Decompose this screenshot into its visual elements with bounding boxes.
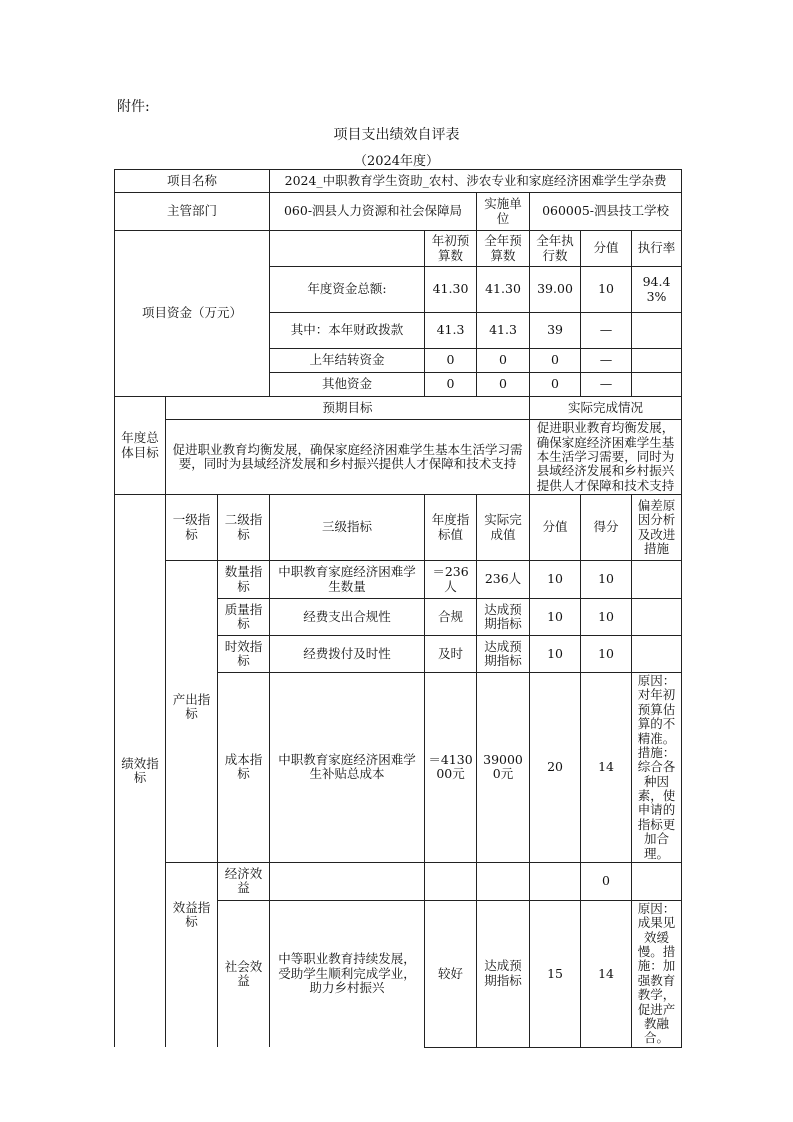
perf-header-cell: 三级指标 — [270, 495, 425, 561]
score-value-cell: 10 — [530, 561, 581, 599]
funds-row-name: 上年结转资金 — [270, 349, 425, 373]
page-title: 项目支出绩效自评表 — [333, 127, 460, 143]
perf-header-cell: 年度指标值 — [425, 495, 477, 561]
funds-label: 项目资金（万元） — [115, 231, 270, 397]
evaluation-table — [114, 169, 682, 1048]
funds-header-row — [115, 231, 682, 267]
perf-header-cell: 偏差原因分析及改进措施 — [632, 495, 682, 561]
score-value-cell: 10 — [530, 636, 581, 673]
reason-cell: 原因：对年初预算估算的不精准。措施：综合各种因素，使申请的指标更加合理。 — [632, 673, 682, 863]
score-value-cell: 10 — [530, 599, 581, 636]
indicator-row — [115, 561, 682, 599]
funds-cell — [632, 313, 682, 349]
funds-cell: 0 — [530, 349, 581, 373]
funds-header-cell: 分值 — [581, 231, 632, 267]
funds-header-blank — [270, 231, 425, 267]
level3-cell — [270, 862, 425, 900]
goal-header-row — [115, 397, 682, 420]
target-cell: ＝236人 — [425, 561, 477, 599]
performance-label: 绩效指标 — [115, 495, 166, 1048]
score-cell: 0 — [581, 862, 632, 900]
level3-cell: 中职教育家庭经济困难学生数量 — [270, 561, 425, 599]
score-cell: 10 — [581, 561, 632, 599]
score-value-cell — [530, 862, 581, 900]
actual-cell: 236人 — [477, 561, 530, 599]
actual-goal-text: 促进职业教育均衡发展，确保家庭经济困难学生基本生活学习需要，同时为县域经济发展和乡村振兴提供人才保障和技术支持 — [530, 420, 682, 495]
funds-cell: 39.00 — [530, 267, 581, 313]
impl-label: 实施单位 — [477, 193, 530, 231]
level2-cell: 社会效益 — [218, 900, 270, 1047]
funds-header-cell: 执行率 — [632, 231, 682, 267]
level2-cell: 质量指标 — [218, 599, 270, 636]
funds-cell: 41.3 — [425, 313, 477, 349]
level3-cell: 经费支出合规性 — [270, 599, 425, 636]
expected-goal-header: 预期目标 — [166, 397, 530, 420]
actual-cell — [477, 862, 530, 900]
level3-cell: 中等职业教育持续发展，受助学生顺利完成学业，助力乡村振兴 — [270, 900, 425, 1047]
funds-cell: 0 — [477, 349, 530, 373]
reason-cell: 原因：成果见效缓慢。措施：加强教育教学，促进产教融合。 — [632, 900, 682, 1047]
reason-cell — [632, 561, 682, 599]
funds-cell — [632, 373, 682, 397]
dept-value: 060-泗县人力资源和社会保障局 — [270, 193, 477, 231]
target-cell — [425, 862, 477, 900]
funds-cell: 41.30 — [477, 267, 530, 313]
level2-cell: 数量指标 — [218, 561, 270, 599]
funds-cell: 41.30 — [425, 267, 477, 313]
funds-cell: 41.3 — [477, 313, 530, 349]
project-name-value: 2024_中职教育学生资助_农村、涉农专业和家庭经济困难学生学杂费 — [270, 170, 682, 193]
funds-cell — [632, 349, 682, 373]
score-value-cell: 20 — [530, 673, 581, 863]
level3-cell: 经费拨付及时性 — [270, 636, 425, 673]
funds-cell: 0 — [530, 373, 581, 397]
level3-cell: 中职教育家庭经济困难学生补贴总成本 — [270, 673, 425, 863]
funds-cell: 10 — [581, 267, 632, 313]
report-year: （2024年度） — [353, 154, 440, 169]
target-cell: 较好 — [425, 900, 477, 1047]
funds-cell: 0 — [425, 349, 477, 373]
perf-header-cell: 一级指标 — [166, 495, 218, 561]
department-row — [115, 193, 682, 231]
funds-header-cell: 年初预算数 — [425, 231, 477, 267]
funds-cell: 0 — [425, 373, 477, 397]
expected-goal-text: 促进职业教育均衡发展，确保家庭经济困难学生基本生活学习需要，同时为县域经济发展和乡村振兴提供人才保障和技术支持 — [166, 420, 530, 495]
actual-cell: 达成预期指标 — [477, 636, 530, 673]
target-cell: 合规 — [425, 599, 477, 636]
reason-cell — [632, 599, 682, 636]
score-value-cell: 15 — [530, 900, 581, 1047]
funds-cell: — — [581, 313, 632, 349]
funds-cell: 94.43% — [632, 267, 682, 313]
funds-cell: 0 — [477, 373, 530, 397]
funds-header-cell: 全年执行数 — [530, 231, 581, 267]
actual-cell: 达成预期指标 — [477, 599, 530, 636]
score-cell: 14 — [581, 673, 632, 863]
indicator-row — [115, 862, 682, 900]
funds-cell: — — [581, 349, 632, 373]
perf-header-cell: 得分 — [581, 495, 632, 561]
funds-row-name: 其他资金 — [270, 373, 425, 397]
level2-cell: 经济效益 — [218, 862, 270, 900]
attachment-label: 附件: — [117, 99, 150, 115]
funds-cell: — — [581, 373, 632, 397]
actual-cell: 达成预期指标 — [477, 900, 530, 1047]
funds-row-name: 年度资金总额: — [270, 267, 425, 313]
target-cell: ＝413000元 — [425, 673, 477, 863]
perf-header-cell: 二级指标 — [218, 495, 270, 561]
project-name-label: 项目名称 — [115, 170, 270, 193]
actual-goal-header: 实际完成情况 — [530, 397, 682, 420]
reason-cell — [632, 636, 682, 673]
target-cell: 及时 — [425, 636, 477, 673]
benefit-indicator-label: 效益指标 — [166, 862, 218, 1047]
perf-header-cell: 分值 — [530, 495, 581, 561]
score-cell: 10 — [581, 636, 632, 673]
annual-goal-label: 年度总体目标 — [115, 397, 166, 495]
project-name-row — [115, 170, 682, 193]
output-indicator-label: 产出指标 — [166, 561, 218, 863]
level2-cell: 时效指标 — [218, 636, 270, 673]
funds-cell: 39 — [530, 313, 581, 349]
score-cell: 14 — [581, 900, 632, 1047]
goal-text-row — [115, 420, 682, 495]
performance-header-row — [115, 495, 682, 561]
funds-header-cell: 全年预算数 — [477, 231, 530, 267]
level2-cell: 成本指标 — [218, 673, 270, 863]
impl-value: 060005-泗县技工学校 — [530, 193, 682, 231]
score-cell: 10 — [581, 599, 632, 636]
perf-header-cell: 实际完成值 — [477, 495, 530, 561]
funds-row-name: 其中：本年财政拨款 — [270, 313, 425, 349]
reason-cell — [632, 862, 682, 900]
dept-label: 主管部门 — [115, 193, 270, 231]
actual-cell: 390000元 — [477, 673, 530, 863]
